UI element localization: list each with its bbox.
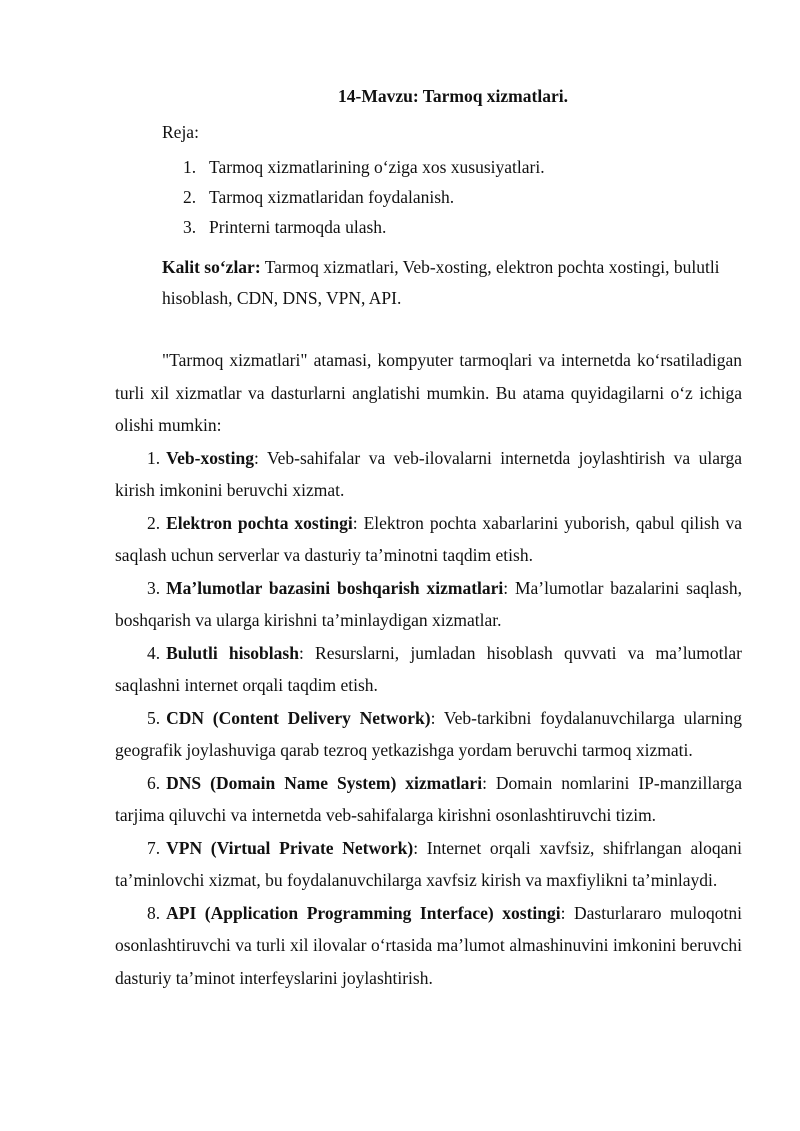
list-item-description: : Veb-sahifalar va veb-ilovalarni internetda joylashtirish va ularga kirish imkonini beruvchi xizmat. <box>115 447 742 500</box>
list-item-number: 1. <box>147 447 161 468</box>
list-item-term: VPN (Virtual Private Network) <box>166 837 414 858</box>
list-item-term: Ma’lumotlar bazasini boshqarish xizmatlari <box>166 577 504 598</box>
list-item-number: 8. <box>147 902 161 923</box>
plan-item-text: Printerni tarmoqda ulash. <box>209 217 387 237</box>
list-item <box>115 832 742 897</box>
plan-item-text: Tarmoq xizmatlaridan foydalanish. <box>209 187 455 207</box>
list-item-term: API (Application Programming Interface) xostingi <box>166 902 561 923</box>
list-item-number: 5. <box>147 707 161 728</box>
plan-item <box>183 215 545 245</box>
plan-item-number: 2. <box>183 187 197 207</box>
list-item <box>115 897 742 995</box>
list-item-term: Veb-xosting <box>166 447 254 468</box>
list-item <box>115 507 742 572</box>
plan-item-number: 1. <box>183 157 197 177</box>
list-item-description: : Elektron pochta xabarlarini yuborish, qabul qilish va saqlash uchun serverlar va dasturiy ta’minotni taqdim etish. <box>115 512 743 565</box>
list-item <box>115 702 742 767</box>
list-item-number: 4. <box>147 642 161 663</box>
intro-paragraph: "Tarmoq xizmatlari" atamasi, kompyuter tarmoqlari va internetda ko‘rsatiladigan turli xil xizmatlar va dasturlarni anglatishi mumkin. Bu atama quyidagilarni o‘z ichiga olishi mumkin: <box>115 350 742 435</box>
plan-item <box>183 155 545 185</box>
keywords <box>162 252 722 314</box>
list-item-term: Elektron pochta xostingi <box>166 512 353 533</box>
list-item-term: CDN (Content Delivery Network) <box>166 707 431 728</box>
list-item-number: 3. <box>147 577 161 598</box>
document-body <box>115 344 742 994</box>
list-item-description: : Internet orqali xavfsiz, shifrlangan aloqani ta’minlovchi xizmat, bu foydalanuvchilarga xavfsiz kirish va maxfiylikni ta’minlaydi. <box>115 837 742 890</box>
page-title: 14-Mavzu: Tarmoq xizmatlari. <box>338 86 568 106</box>
list-item-term: Bulutli hisoblash <box>166 642 299 663</box>
list-item-description: : Ma’lumotlar bazalarini saqlash, boshqarish va ularga kirishni ta’minlaydigan xizmatlar. <box>115 577 742 630</box>
list-item <box>115 767 742 832</box>
list-item-term: DNS (Domain Name System) xizmatlari <box>166 772 483 793</box>
list-item-description: : Resurslarni, jumladan hisoblash quvvati va ma’lumotlar saqlashni internet orqali taqdim etish. <box>115 642 742 695</box>
list-item <box>115 637 742 702</box>
list-item <box>115 442 742 507</box>
keywords-text: Tarmoq xizmatlari, Veb-xosting, elektron pochta xostingi, bulutli hisoblash, CDN, DNS, VPN, API. <box>162 257 720 308</box>
plan-item <box>183 185 545 215</box>
keywords-label: Kalit so‘zlar: <box>162 257 261 277</box>
plan-heading: Reja: <box>162 122 199 142</box>
list-item-number: 7. <box>147 837 161 858</box>
plan-list <box>183 155 545 245</box>
plan-item-number: 3. <box>183 217 197 237</box>
list-item-number: 2. <box>147 512 161 533</box>
list-item-description: : Dasturlararo muloqotni osonlashtiruvchi va turli xil ilovalar o‘rtasida ma’lumot almashinuvini imkonini beruvchi dasturiy ta’minot interfeyslarini joylashtirish. <box>115 902 742 988</box>
list-item <box>115 572 742 637</box>
list-item-description: : Veb-tarkibni foydalanuvchilarga ularning geografik joylashuviga qarab tezroq yetkazishga yordam beruvchi tarmoq xizmati. <box>115 707 742 760</box>
list-item-description: : Domain nomlarini IP-manzillarga tarjima qiluvchi va internetda veb-sahifalarga kirishni osonlashtiruvchi tizim. <box>115 772 743 825</box>
list-item-number: 6. <box>147 772 161 793</box>
plan-item-text: Tarmoq xizmatlarining o‘ziga xos xususiyatlari. <box>209 157 545 177</box>
